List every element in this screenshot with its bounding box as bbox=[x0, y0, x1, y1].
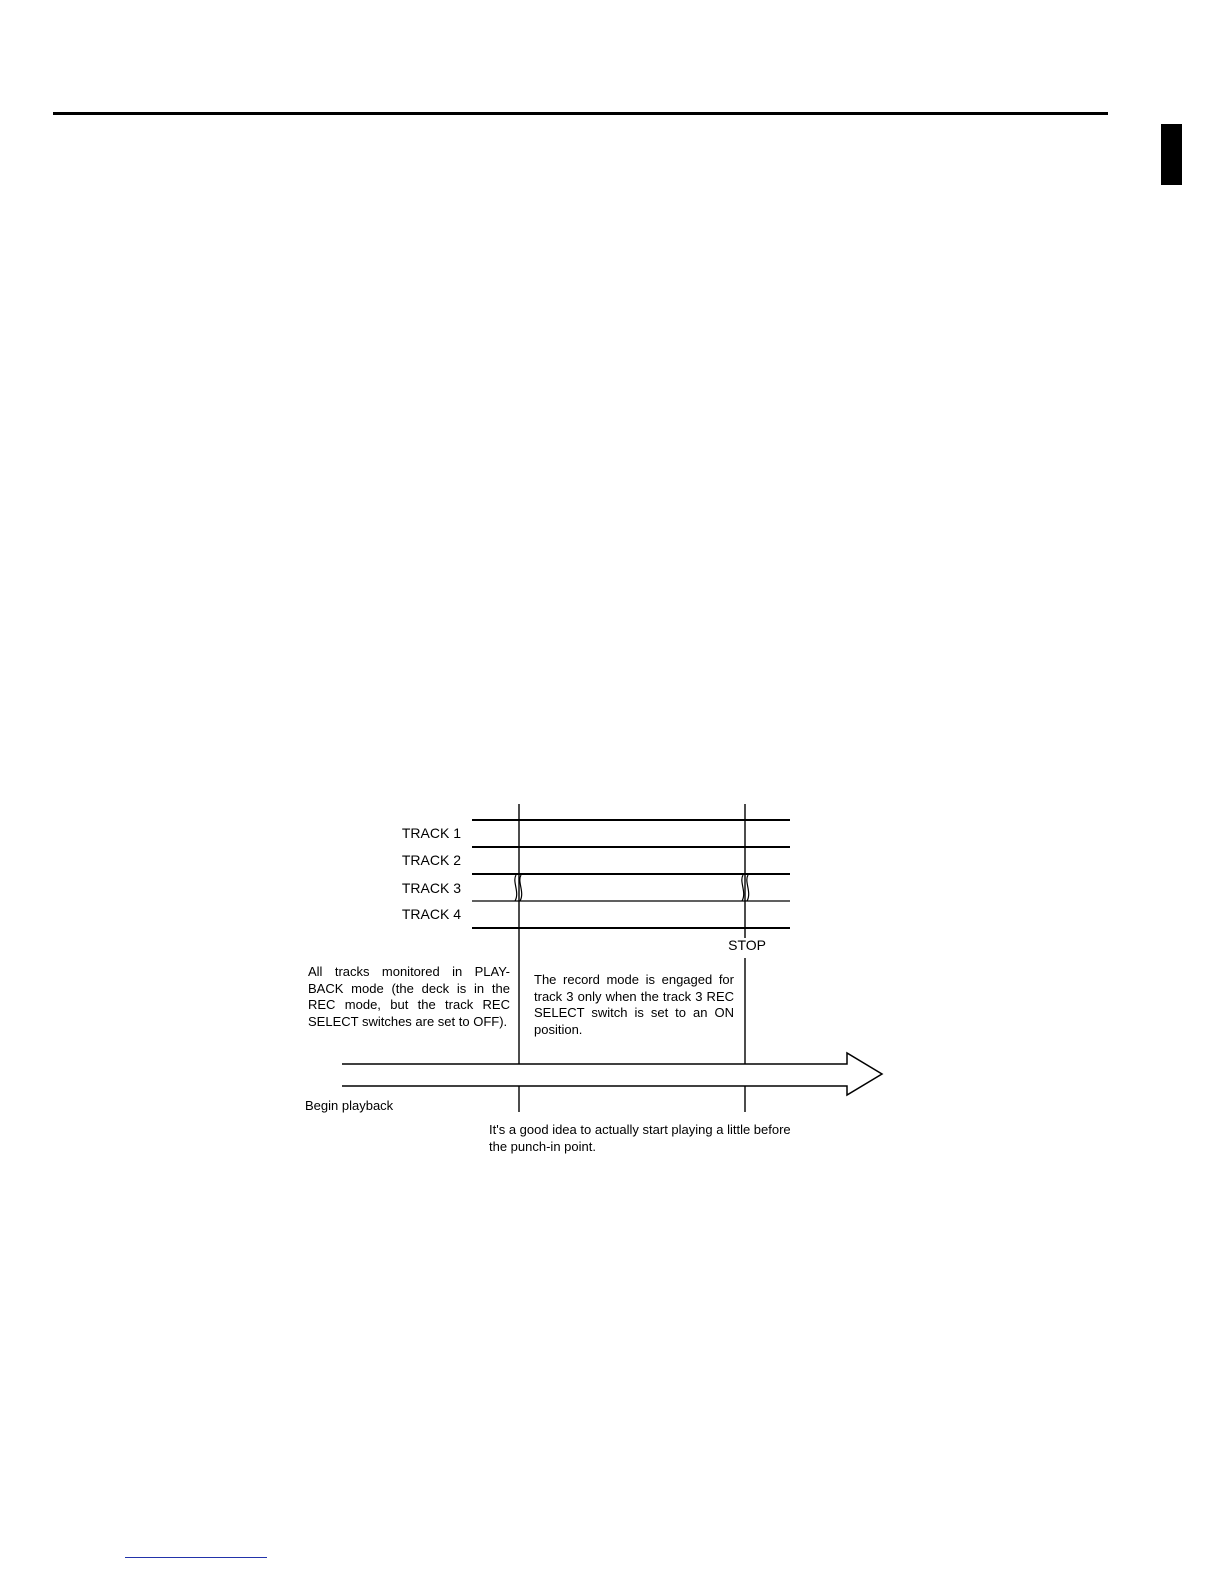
playback-arrow bbox=[342, 1053, 882, 1095]
track-1-label: TRACK 1 bbox=[401, 825, 461, 841]
begin-playback-label: Begin playback bbox=[305, 1098, 394, 1113]
stop-label: STOP bbox=[728, 937, 766, 953]
punch-in-break-mark bbox=[515, 875, 522, 901]
footer-rule bbox=[125, 1557, 267, 1558]
track-4-label: TRACK 4 bbox=[401, 906, 461, 922]
start-early-tip: It's a good idea to actually start playing a little before the punch-in point. bbox=[489, 1122, 791, 1154]
record-mode-note: The record mode is engaged for track 3 only when the track 3 REC SELECT switch is set to an ON position. bbox=[534, 972, 734, 1037]
playback-mode-note: All tracks monitored in PLAY-BACK mode (the deck is in the REC mode, but the track REC SELECT switches are set to OFF). bbox=[308, 964, 510, 1029]
track-2-label: TRACK 2 bbox=[401, 852, 461, 868]
track-3-label: TRACK 3 bbox=[401, 880, 461, 896]
